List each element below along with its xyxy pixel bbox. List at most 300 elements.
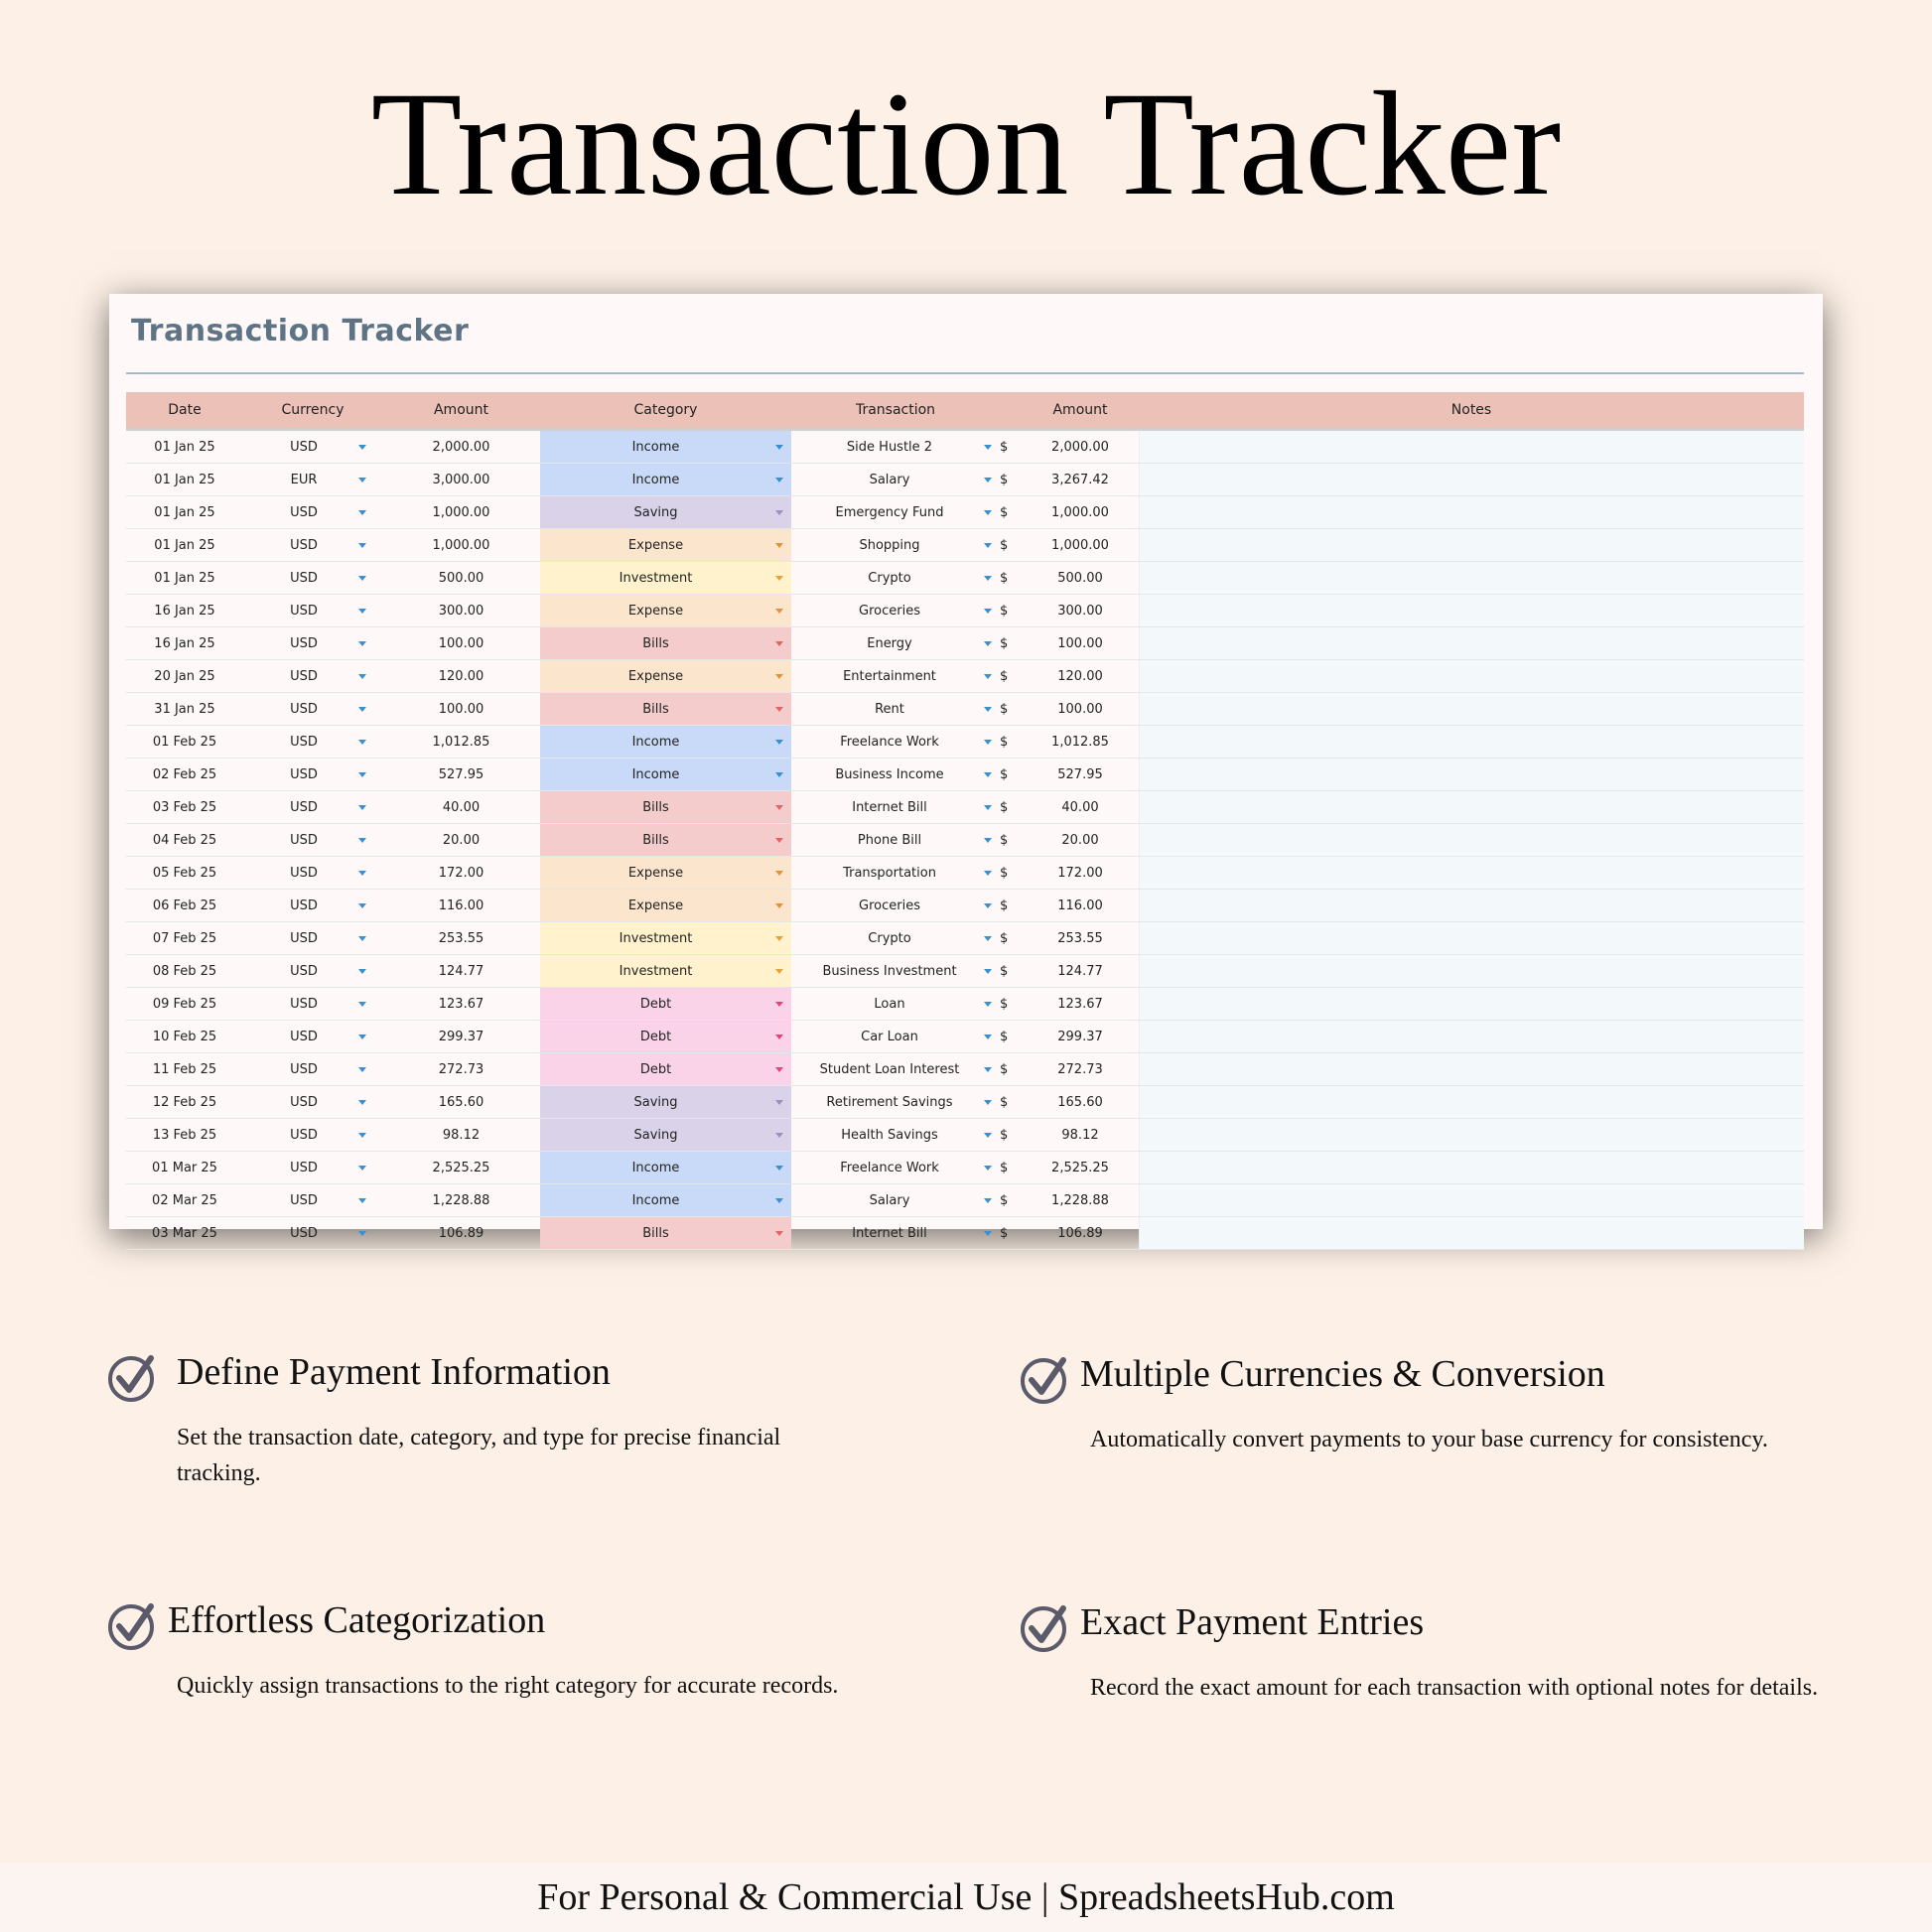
cell-date[interactable]: 03 Feb 25 [152,799,217,815]
cell-amount[interactable]: 40.00 [442,799,481,815]
feature-description: Set the transaction date, category, and type for precise financial tracking. [177,1425,781,1486]
cell-category-dropdown[interactable] [540,562,791,594]
chevron-down-icon[interactable] [984,1100,992,1105]
cell-amount[interactable]: 106.89 [438,1225,484,1241]
header-transaction[interactable]: Transaction [855,402,936,418]
cell-notes[interactable] [1139,529,1804,561]
chevron-down-icon[interactable] [775,1100,783,1105]
cell-converted-amount[interactable]: 2,525.25 [1051,1160,1109,1175]
chevron-down-icon[interactable] [775,576,783,581]
cell-date[interactable]: 16 Jan 25 [154,603,215,619]
cell-amount[interactable]: 165.60 [438,1094,484,1110]
cell-transaction-dropdown[interactable] [791,1119,1000,1151]
cell-transaction-dropdown[interactable] [791,1152,1000,1183]
cell-amount[interactable]: 272.73 [438,1061,484,1077]
cell-date[interactable]: 05 Feb 25 [152,865,217,881]
cell-transaction-dropdown[interactable] [791,496,1000,528]
chevron-down-icon[interactable] [984,1166,992,1171]
cell-converted-amount[interactable]: 300.00 [1057,603,1103,619]
header-notes[interactable]: Notes [1450,402,1492,418]
cell-date[interactable]: 06 Feb 25 [152,897,217,913]
cell-transaction-dropdown[interactable] [791,464,1000,495]
chevron-down-icon[interactable] [984,707,992,712]
transactions-table [126,392,1804,1250]
cell-transaction-dropdown[interactable] [791,562,1000,594]
page-title: Transaction Tracker [370,62,1562,226]
cell-category-dropdown[interactable] [540,1217,791,1249]
cell-currency-symbol: $ [1000,1192,1009,1208]
cell-converted-amount[interactable]: 253.55 [1057,930,1103,946]
category-value: Investment [619,570,693,586]
cell-currency-dropdown[interactable] [243,529,382,561]
cell-transaction-dropdown[interactable] [791,791,1000,823]
category-value: Investment [619,930,693,946]
cell-currency-dropdown[interactable] [243,693,382,725]
cell-notes[interactable] [1139,857,1804,889]
chevron-down-icon[interactable] [358,838,366,843]
cell-converted-amount[interactable]: 116.00 [1057,897,1103,913]
cell-currency-dropdown[interactable] [243,988,382,1020]
chevron-down-icon[interactable] [775,641,783,646]
cell-notes[interactable] [1139,660,1804,692]
cell-notes[interactable] [1139,1184,1804,1216]
cell-category-dropdown[interactable] [540,1119,791,1151]
cell-amount[interactable]: 98.12 [442,1127,481,1143]
cell-transaction-dropdown[interactable] [791,529,1000,561]
chevron-down-icon[interactable] [775,772,783,777]
chevron-down-icon[interactable] [775,1231,783,1236]
cell-category-dropdown[interactable] [540,1021,791,1052]
cell-date[interactable]: 07 Feb 25 [152,930,217,946]
cell-amount[interactable]: 3,000.00 [432,472,490,487]
cell-date[interactable]: 11 Feb 25 [152,1061,217,1077]
cell-notes[interactable] [1139,464,1804,495]
cell-date[interactable]: 01 Jan 25 [154,537,215,553]
feature-title: Exact Payment Entries [1080,1601,1425,1643]
chevron-down-icon[interactable] [358,1231,366,1236]
chevron-down-icon[interactable] [775,1133,783,1138]
chevron-down-icon[interactable] [775,707,783,712]
cell-currency-dropdown[interactable] [243,1021,382,1052]
cell-converted-amount[interactable]: 172.00 [1057,865,1103,881]
cell-currency-symbol: $ [1000,439,1009,455]
cell-converted-amount[interactable]: 299.37 [1057,1029,1103,1044]
cell-converted-amount[interactable]: 100.00 [1057,635,1103,651]
cell-category-dropdown[interactable] [540,693,791,725]
chevron-down-icon[interactable] [775,1166,783,1171]
sheet-title: Transaction Tracker [131,314,470,348]
cell-currency-dropdown[interactable] [243,627,382,659]
chevron-down-icon[interactable] [358,772,366,777]
cell-transaction-dropdown[interactable] [791,890,1000,921]
chevron-down-icon[interactable] [775,609,783,614]
cell-amount[interactable]: 123.67 [438,996,484,1012]
chevron-down-icon[interactable] [358,903,366,908]
chevron-down-icon[interactable] [358,543,366,548]
cell-converted-amount[interactable]: 1,000.00 [1051,504,1109,520]
chevron-down-icon[interactable] [358,936,366,941]
cell-amount[interactable]: 299.37 [438,1029,484,1044]
chevron-down-icon[interactable] [358,510,366,515]
cell-category-dropdown[interactable] [540,890,791,921]
chevron-down-icon[interactable] [775,936,783,941]
transaction-value: Phone Bill [857,832,922,848]
chevron-down-icon[interactable] [984,740,992,745]
chevron-down-icon[interactable] [358,1002,366,1007]
cell-notes[interactable] [1139,627,1804,659]
chevron-down-icon[interactable] [775,1002,783,1007]
chevron-down-icon[interactable] [775,871,783,876]
category-value: Expense [627,897,684,913]
cell-category-dropdown[interactable] [540,529,791,561]
category-value: Income [631,439,680,455]
transaction-value: Health Savings [841,1127,938,1143]
cell-category-dropdown[interactable] [540,759,791,790]
check-circle-icon [1020,1602,1069,1652]
chevron-down-icon[interactable] [984,1035,992,1039]
header-symbol-spacer [1000,392,1022,428]
category-value: Expense [627,865,684,881]
chevron-down-icon[interactable] [358,674,366,679]
transaction-value: Business Investment [822,963,957,979]
header-date[interactable]: Date [168,402,202,418]
cell-converted-amount[interactable]: 165.60 [1057,1094,1103,1110]
cell-category-dropdown[interactable] [540,627,791,659]
cell-transaction-dropdown[interactable] [791,1184,1000,1216]
cell-category-dropdown[interactable] [540,857,791,889]
cell-currency-dropdown[interactable] [243,562,382,594]
currency-value: USD [290,537,318,553]
chevron-down-icon[interactable] [984,1002,992,1007]
cell-currency-dropdown[interactable] [243,726,382,758]
cell-amount[interactable]: 253.55 [438,930,484,946]
chevron-down-icon[interactable] [984,543,992,548]
cell-currency-dropdown[interactable] [243,496,382,528]
table-row [126,595,1804,627]
cell-notes[interactable] [1139,922,1804,954]
cell-transaction-dropdown[interactable] [791,988,1000,1020]
chevron-down-icon[interactable] [775,969,783,974]
chevron-down-icon[interactable] [775,1198,783,1203]
cell-category-dropdown[interactable] [540,726,791,758]
transaction-value: Salary [869,472,910,487]
cell-currency-dropdown[interactable] [243,890,382,921]
cell-date[interactable]: 20 Jan 25 [154,668,215,684]
chevron-down-icon[interactable] [984,576,992,581]
cell-currency-dropdown[interactable] [243,595,382,626]
cell-converted-amount[interactable]: 98.12 [1061,1127,1099,1143]
cell-amount[interactable]: 20.00 [442,832,481,848]
cell-converted-amount[interactable]: 3,267.42 [1051,472,1109,487]
cell-notes[interactable] [1139,1053,1804,1085]
cell-transaction-dropdown[interactable] [791,726,1000,758]
cell-currency-dropdown[interactable] [243,922,382,954]
cell-notes[interactable] [1139,759,1804,790]
chevron-down-icon[interactable] [358,1035,366,1039]
chevron-down-icon[interactable] [358,871,366,876]
cell-date[interactable]: 31 Jan 25 [154,701,215,717]
cell-transaction-dropdown[interactable] [791,1053,1000,1085]
chevron-down-icon[interactable] [775,445,783,450]
cell-notes[interactable] [1139,1021,1804,1052]
cell-category-dropdown[interactable] [540,824,791,856]
chevron-down-icon[interactable] [775,838,783,843]
table-row [126,1119,1804,1152]
table-row [126,431,1804,464]
chevron-down-icon[interactable] [984,838,992,843]
cell-date[interactable]: 12 Feb 25 [152,1094,217,1110]
cell-transaction-dropdown[interactable] [791,857,1000,889]
cell-currency-dropdown[interactable] [243,824,382,856]
cell-date[interactable]: 01 Jan 25 [154,439,215,455]
chevron-down-icon[interactable] [358,1100,366,1105]
cell-category-dropdown[interactable] [540,431,791,463]
chevron-down-icon[interactable] [358,707,366,712]
cell-converted-amount[interactable]: 106.89 [1057,1225,1103,1241]
cell-category-dropdown[interactable] [540,1053,791,1085]
cell-date[interactable]: 01 Jan 25 [154,504,215,520]
cell-currency-dropdown[interactable] [243,1053,382,1085]
cell-notes[interactable] [1139,988,1804,1020]
cell-converted-amount[interactable]: 1,012.85 [1051,734,1109,750]
header-converted-amount[interactable]: Amount [1052,402,1108,418]
chevron-down-icon[interactable] [984,510,992,515]
chevron-down-icon[interactable] [358,478,366,483]
chevron-down-icon[interactable] [775,543,783,548]
category-value: Income [631,766,680,782]
currency-value: USD [290,766,318,782]
cell-converted-amount[interactable]: 2,000.00 [1051,439,1109,455]
chevron-down-icon[interactable] [984,772,992,777]
chevron-down-icon[interactable] [358,1198,366,1203]
category-value: Investment [619,963,693,979]
chevron-down-icon[interactable] [775,674,783,679]
cell-converted-amount[interactable]: 124.77 [1057,963,1103,979]
chevron-down-icon[interactable] [358,641,366,646]
cell-amount[interactable]: 500.00 [438,570,484,586]
cell-converted-amount[interactable]: 120.00 [1057,668,1103,684]
category-value: Income [631,472,680,487]
chevron-down-icon[interactable] [358,1067,366,1072]
cell-converted-amount[interactable]: 40.00 [1061,799,1099,815]
currency-value: USD [290,930,318,946]
cell-notes[interactable] [1139,824,1804,856]
chevron-down-icon[interactable] [358,576,366,581]
cell-currency-dropdown[interactable] [243,1217,382,1249]
category-value: Income [631,734,680,750]
cell-amount[interactable]: 1,012.85 [432,734,490,750]
chevron-down-icon[interactable] [984,1133,992,1138]
transaction-value: Groceries [859,897,920,913]
cell-category-dropdown[interactable] [540,922,791,954]
chevron-down-icon[interactable] [984,1198,992,1203]
chevron-down-icon[interactable] [984,936,992,941]
cell-notes[interactable] [1139,726,1804,758]
cell-notes[interactable] [1139,431,1804,463]
cell-converted-amount[interactable]: 100.00 [1057,701,1103,717]
cell-notes[interactable] [1139,1086,1804,1118]
cell-amount[interactable]: 1,228.88 [432,1192,490,1208]
header-currency[interactable]: Currency [281,402,345,418]
cell-date[interactable]: 02 Mar 25 [152,1192,217,1208]
cell-amount[interactable]: 527.95 [438,766,484,782]
cell-transaction-dropdown[interactable] [791,759,1000,790]
chevron-down-icon[interactable] [775,1067,783,1072]
cell-category-dropdown[interactable] [540,660,791,692]
cell-amount[interactable]: 1,000.00 [432,537,490,553]
cell-transaction-dropdown[interactable] [791,1217,1000,1249]
cell-notes[interactable] [1139,1152,1804,1183]
cell-category-dropdown[interactable] [540,791,791,823]
cell-currency-dropdown[interactable] [243,955,382,987]
cell-amount[interactable]: 120.00 [438,668,484,684]
chevron-down-icon[interactable] [775,510,783,515]
cell-date[interactable]: 02 Feb 25 [152,766,217,782]
chevron-down-icon[interactable] [775,805,783,810]
cell-notes[interactable] [1139,791,1804,823]
cell-converted-amount[interactable]: 1,000.00 [1051,537,1109,553]
chevron-down-icon[interactable] [984,871,992,876]
chevron-down-icon[interactable] [775,903,783,908]
cell-amount[interactable]: 2,525.25 [432,1160,490,1175]
transaction-value: Retirement Savings [826,1094,953,1110]
cell-date[interactable]: 04 Feb 25 [152,832,217,848]
chevron-down-icon[interactable] [984,969,992,974]
cell-amount[interactable]: 116.00 [438,897,484,913]
cell-currency-dropdown[interactable] [243,1086,382,1118]
cell-transaction-dropdown[interactable] [791,431,1000,463]
cell-notes[interactable] [1139,890,1804,921]
chevron-down-icon[interactable] [775,478,783,483]
cell-currency-dropdown[interactable] [243,1152,382,1183]
cell-amount[interactable]: 100.00 [438,701,484,717]
cell-currency-dropdown[interactable] [243,791,382,823]
cell-category-dropdown[interactable] [540,595,791,626]
header-category[interactable]: Category [633,402,698,418]
cell-date[interactable]: 01 Jan 25 [154,472,215,487]
chevron-down-icon[interactable] [984,903,992,908]
chevron-down-icon[interactable] [358,740,366,745]
chevron-down-icon[interactable] [984,609,992,614]
cell-currency-dropdown[interactable] [243,431,382,463]
cell-category-dropdown[interactable] [540,496,791,528]
cell-date[interactable]: 10 Feb 25 [152,1029,217,1044]
cell-transaction-dropdown[interactable] [791,1021,1000,1052]
cell-currency-dropdown[interactable] [243,464,382,495]
cell-currency-dropdown[interactable] [243,660,382,692]
chevron-down-icon[interactable] [984,478,992,483]
cell-transaction-dropdown[interactable] [791,595,1000,626]
chevron-down-icon[interactable] [358,1133,366,1138]
chevron-down-icon[interactable] [358,1166,366,1171]
cell-amount[interactable]: 300.00 [438,603,484,619]
table-row [126,988,1804,1021]
cell-transaction-dropdown[interactable] [791,660,1000,692]
cell-currency-dropdown[interactable] [243,857,382,889]
cell-converted-amount[interactable]: 527.95 [1057,766,1103,782]
transaction-value: Energy [867,635,912,651]
table-row [126,890,1804,922]
cell-currency-dropdown[interactable] [243,1119,382,1151]
cell-amount[interactable]: 1,000.00 [432,504,490,520]
chevron-down-icon[interactable] [358,609,366,614]
chevron-down-icon[interactable] [984,1067,992,1072]
cell-notes[interactable] [1139,1119,1804,1151]
cell-date[interactable]: 01 Jan 25 [154,570,215,586]
cell-amount[interactable]: 172.00 [438,865,484,881]
cell-category-dropdown[interactable] [540,1086,791,1118]
cell-category-dropdown[interactable] [540,955,791,987]
cell-converted-amount[interactable]: 272.73 [1057,1061,1103,1077]
cell-date[interactable]: 13 Feb 25 [152,1127,217,1143]
category-value: Bills [642,1225,669,1241]
cell-transaction-dropdown[interactable] [791,922,1000,954]
cell-amount[interactable]: 2,000.00 [432,439,490,455]
cell-currency-dropdown[interactable] [243,1184,382,1216]
cell-converted-amount[interactable]: 1,228.88 [1051,1192,1109,1208]
table-row [126,562,1804,595]
cell-notes[interactable] [1139,693,1804,725]
cell-date[interactable]: 16 Jan 25 [154,635,215,651]
table-row [126,1217,1804,1250]
chevron-down-icon[interactable] [358,805,366,810]
chevron-down-icon[interactable] [984,641,992,646]
cell-date[interactable]: 03 Mar 25 [152,1225,217,1241]
cell-amount[interactable]: 100.00 [438,635,484,651]
cell-currency-symbol: $ [1000,1029,1009,1044]
cell-currency-dropdown[interactable] [243,759,382,790]
chevron-down-icon[interactable] [984,445,992,450]
currency-value: USD [290,603,318,619]
header-amount[interactable]: Amount [433,402,488,418]
chevron-down-icon[interactable] [358,445,366,450]
cell-transaction-dropdown[interactable] [791,627,1000,659]
cell-notes[interactable] [1139,1217,1804,1249]
cell-category-dropdown[interactable] [540,464,791,495]
cell-date[interactable]: 08 Feb 25 [152,963,217,979]
cell-notes[interactable] [1139,496,1804,528]
cell-category-dropdown[interactable] [540,988,791,1020]
chevron-down-icon[interactable] [775,740,783,745]
currency-value: USD [290,504,318,520]
chevron-down-icon[interactable] [984,805,992,810]
cell-transaction-dropdown[interactable] [791,824,1000,856]
cell-transaction-dropdown[interactable] [791,955,1000,987]
cell-category-dropdown[interactable] [540,1184,791,1216]
cell-amount[interactable]: 124.77 [438,963,484,979]
cell-converted-amount[interactable]: 20.00 [1061,832,1099,848]
cell-date[interactable]: 09 Feb 25 [152,996,217,1012]
chevron-down-icon[interactable] [358,969,366,974]
table-row [126,660,1804,693]
transaction-value: Side Hustle 2 [846,439,933,455]
cell-transaction-dropdown[interactable] [791,1086,1000,1118]
cell-currency-symbol: $ [1000,897,1009,913]
cell-converted-amount[interactable]: 123.67 [1057,996,1103,1012]
cell-converted-amount[interactable]: 500.00 [1057,570,1103,586]
cell-transaction-dropdown[interactable] [791,693,1000,725]
cell-notes[interactable] [1139,562,1804,594]
cell-date[interactable]: 01 Feb 25 [152,734,217,750]
currency-value: USD [290,897,318,913]
cell-category-dropdown[interactable] [540,1152,791,1183]
chevron-down-icon[interactable] [984,1231,992,1236]
cell-date[interactable]: 01 Mar 25 [152,1160,217,1175]
cell-notes[interactable] [1139,595,1804,626]
chevron-down-icon[interactable] [984,674,992,679]
cell-notes[interactable] [1139,955,1804,987]
chevron-down-icon[interactable] [775,1035,783,1039]
